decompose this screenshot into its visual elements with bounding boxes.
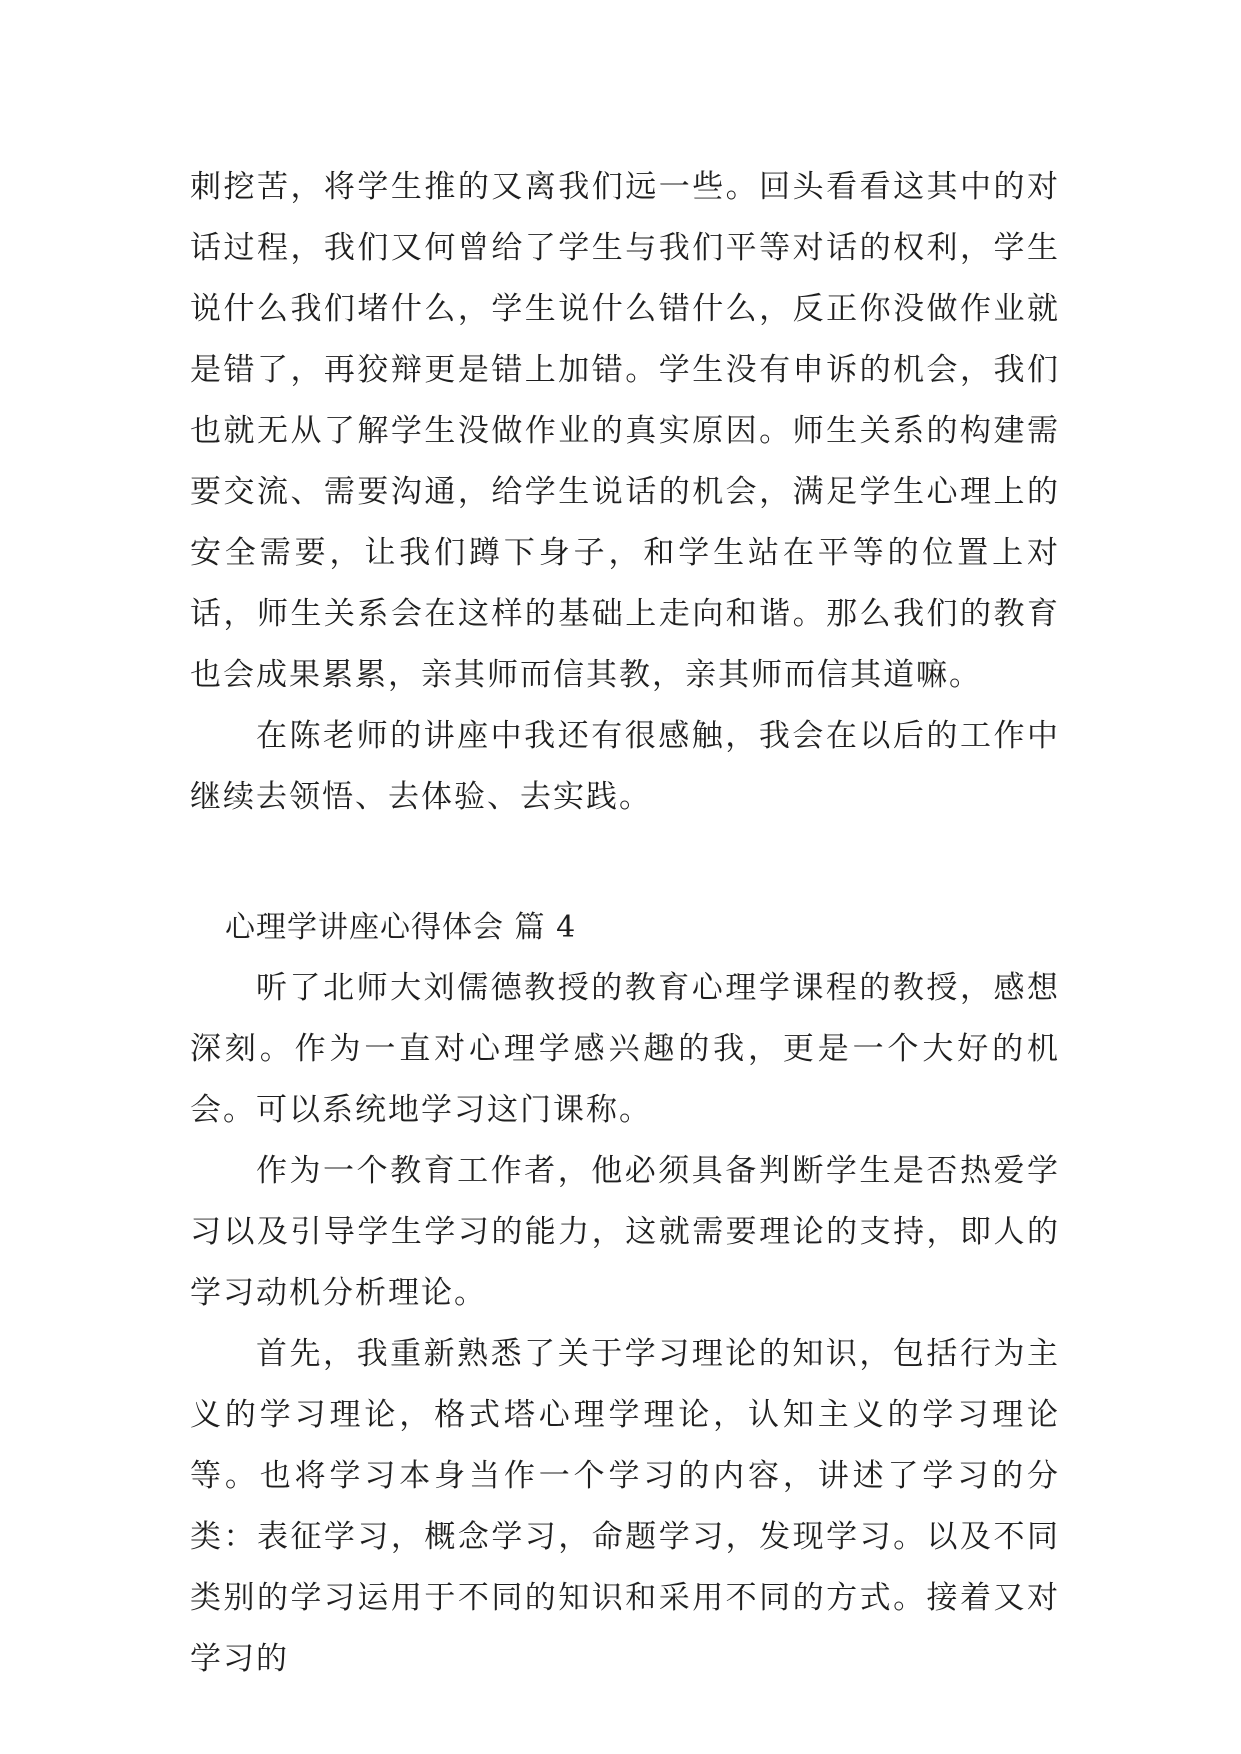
- paragraph-educator-role: 作为一个教育工作者，他必须具备判断学生是否热爱学习以及引导学生学习的能力，这就需要理论的支持，即人的学习动机分析理论。: [190, 1153, 1060, 1311]
- paragraph-learning-theory: 首先，我重新熟悉了关于学习理论的知识，包括行为主义的学习理论，格式塔心理学理论，认知主义的学习理论等。也将学习本身当作一个学习的内容，讲述了学习的分类：表征学习，概念学习，命题学习，发现学习。以及不同类别的学习运用于不同的知识和采用不同的方式。接着又对学习的: [190, 1336, 1060, 1677]
- document-body: [190, 157, 1060, 1690]
- paragraph-lecture-reflection: 在陈老师的讲座中我还有很感触，我会在以后的工作中继续去领悟、去体验、去实践。: [190, 718, 1060, 815]
- paragraph-teacher-student-dialogue: 刺挖苦，将学生推的又离我们远一些。回头看看这其中的对话过程，我们又何曾给了学生与我们平等对话的权利，学生说什么我们堵什么，学生说什么错什么，反正你没做作业就是错了，再狡辩更是错上加错。学生没有申诉的机会，我们也就无从了解学生没做作业的真实原因。师生关系的构建需要交流、需要沟通，给学生说话的机会，满足学生心理上的安全需要，让我们蹲下身子，和学生站在平等的位置上对话，师生关系会在这样的基础上走向和谐。那么我们的教育也会成果累累，亲其师而信其教，亲其师而信其道嘛。: [190, 169, 1060, 693]
- section-heading: 心理学讲座心得体会 篇 4: [225, 910, 577, 945]
- paragraph-intro-course: 听了北师大刘儒德教授的教育心理学课程的教授，感想深刻。作为一直对心理学感兴趣的我，更是一个大好的机会。可以系统地学习这门课称。: [190, 970, 1060, 1128]
